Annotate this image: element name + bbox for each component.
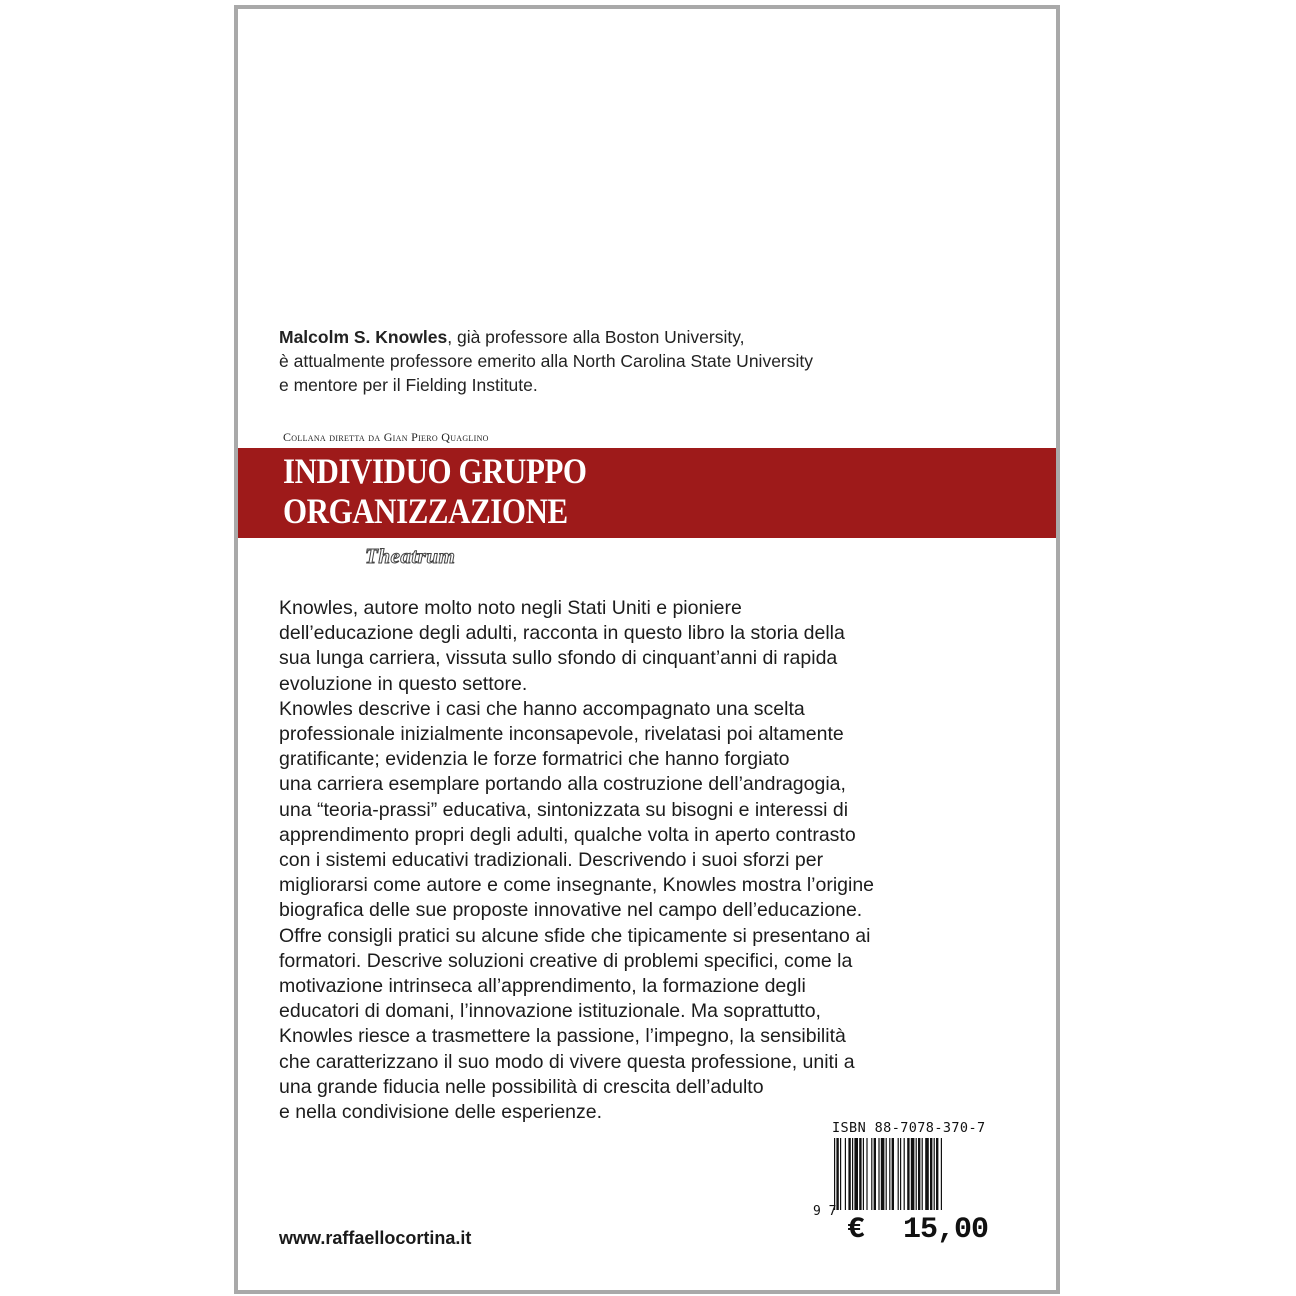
barcode-bar: [878, 1138, 879, 1210]
isbn-label: ISBN 88-7078-370-7: [832, 1120, 986, 1136]
description-line: che caratterizzano il suo modo di vivere questa professione, uniti a: [279, 1050, 855, 1073]
series-subtitle: Theatrum: [365, 544, 456, 568]
barcode-image: [834, 1138, 980, 1210]
description-line: con i sistemi educativi tradizionali. Descrivendo i suoi sforzi per: [279, 849, 824, 872]
description-line: una “teoria-prassi” educativa, sintonizzata su bisogni e interessi di: [279, 798, 849, 821]
series-editor-note: Collana diretta da Gian Piero Quaglino: [283, 430, 489, 444]
description-line: migliorarsi come autore e come insegnante, Knowles mostra l’origine: [279, 874, 875, 897]
barcode-bar: [925, 1138, 929, 1210]
barcode-bar: [898, 1138, 899, 1210]
author-name: Malcolm S. Knowles: [279, 327, 448, 347]
description-line: dell’educazione degli adulti, racconta in questo libro la storia della: [279, 622, 845, 645]
barcode-bar: [840, 1138, 841, 1210]
barcode-bar: [845, 1138, 846, 1210]
description-line: professionale inizialmente inconsapevole, rivelatasi poi altamente: [279, 723, 844, 746]
series-title-line2: ORGANIZZAZIONE: [283, 491, 568, 531]
description-line: educatori di domani, l’innovazione istituzionale. Ma soprattutto,: [279, 1000, 821, 1023]
barcode-bar: [930, 1138, 932, 1210]
barcode-bar: [934, 1138, 935, 1210]
barcode-bar: [941, 1138, 942, 1210]
author-bio-line3: e mentore per il Fielding Institute.: [279, 375, 538, 395]
price-currency: €: [847, 1213, 866, 1247]
description-line: evoluzione in questo settore.: [279, 672, 528, 695]
barcode-bar: [881, 1138, 885, 1210]
book-description: [279, 596, 979, 1125]
barcode-bar: [854, 1138, 858, 1210]
series-title-line1: INDIVIDUO GRUPPO: [283, 451, 587, 491]
barcode-bar: [900, 1138, 901, 1210]
barcode-bar: [922, 1138, 923, 1210]
barcode-bar: [859, 1138, 861, 1210]
barcode-bar: [871, 1138, 872, 1210]
barcode-bar: [834, 1138, 835, 1210]
description-line: una grande fiducia nelle possibilità di crescita dell’adulto: [279, 1075, 764, 1098]
description-line: Offre consigli pratici su alcune sfide che tipicamente si presentano ai: [279, 924, 871, 947]
author-bio-line1: , già professore alla Boston University,: [447, 327, 745, 347]
description-line: formatori. Descrive soluzioni creative di problemi specifici, come la: [279, 949, 853, 972]
price-sticker: [847, 1213, 988, 1247]
barcode-bar: [889, 1138, 890, 1210]
description-line: apprendimento propri degli adulti, qualche volta in aperto contrasto: [279, 823, 856, 846]
description-line: Knowles riesce a trasmettere la passione, l’impegno, la sensibilità: [279, 1025, 846, 1048]
barcode-bar: [848, 1138, 850, 1210]
description-line: Knowles, autore molto noto negli Stati Uniti e pioniere: [279, 597, 742, 619]
barcode-bar: [886, 1138, 887, 1210]
barcode-bar: [836, 1138, 838, 1210]
barcode-bar: [866, 1138, 867, 1210]
description-line: motivazione intrinseca all’apprendimento, la formazione degli: [279, 975, 806, 998]
price-amount: 15,00: [903, 1213, 989, 1247]
description-line: una carriera esemplare portando alla costruzione dell’andragogia,: [279, 773, 846, 796]
description-line: Knowles descrive i casi che hanno accompagnato una scelta: [279, 697, 805, 720]
publisher-website: www.raffaellocortina.it: [279, 1228, 472, 1248]
barcode-bar: [852, 1138, 853, 1210]
description-line: sua lunga carriera, vissuta sullo sfondo di cinquant’anni di rapida: [279, 647, 838, 670]
description-line: e nella condivisione delle esperienze.: [279, 1101, 603, 1124]
barcode-digits: 9 7: [813, 1204, 837, 1219]
description-line: biografica delle sue proposte innovative nel campo dell’educazione.: [279, 899, 863, 922]
description-line: gratificante; evidenzia le forze formatrici che hanno forgiato: [279, 748, 790, 771]
barcode-bar: [936, 1138, 938, 1210]
barcode-bar: [907, 1138, 909, 1210]
author-bio: [279, 325, 919, 397]
barcode-bar: [874, 1138, 876, 1210]
series-title: [283, 451, 587, 531]
barcode-bar: [904, 1138, 905, 1210]
barcode-bar: [892, 1138, 894, 1210]
author-bio-line2: è attualmente professore emerito alla North Carolina State University: [279, 351, 813, 371]
barcode-bar: [918, 1138, 920, 1210]
barcode-bar: [916, 1138, 917, 1210]
barcode-bar: [863, 1138, 864, 1210]
barcode-bar: [911, 1138, 915, 1210]
